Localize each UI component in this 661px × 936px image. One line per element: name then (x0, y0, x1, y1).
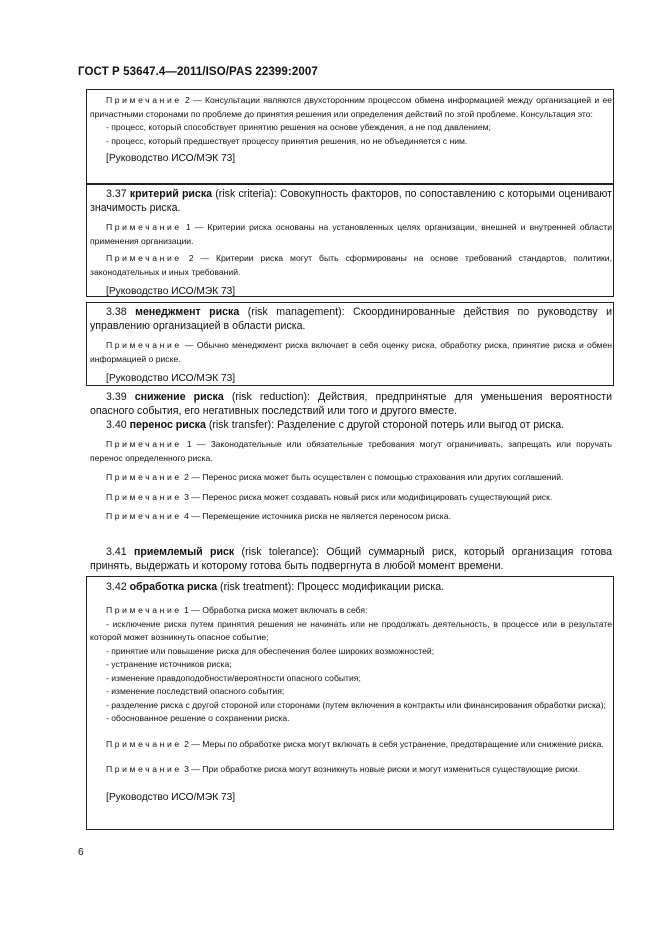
term-definition: 3.39 снижение риска (risk reduction): Действия, предпринятые для уменьшения вероятности опасного события, его негативных последствий или того и другого вместе. (90, 391, 612, 417)
note-paragraph: Примечание 1 — Критерии риска основаны на установленных целях организации, внешней и внутренней области применения организации. (90, 222, 612, 246)
note-paragraph: Примечание 1 — Обработка риска может включать в себя: (106, 605, 368, 615)
note-paragraph: Примечание 3 — Перенос риска может создавать новый риск или модифицировать существующий риск. (106, 491, 553, 502)
list-item: - принятие или повышение риска для обеспечения более широких возможностей; (106, 645, 435, 656)
reference: [Руководство ИСО/МЭК 73] (106, 373, 236, 384)
term-name: приемлемый риск (133, 546, 235, 558)
reference: [Руководство ИСО/МЭК 73] (106, 791, 236, 803)
note-paragraph: Примечание 2 — Перенос риска может быть осуществлен с помощью страхования или других соглашений. (106, 472, 564, 482)
term-definition: 3.38 менеджмент риска (risk management): Скоординированные действия по руководству и управлению организацией в области риска. (90, 306, 612, 332)
term-definition: 3.40 перенос риска (risk transfer): Разделение с другой стороной потерь или выгод от риска. (106, 419, 565, 431)
list-item: - изменение последствий опасного события; (106, 686, 285, 696)
note-paragraph: Примечание 2 — Меры по обработке риска могут включать в себя устранение, предотвращение или снижение риска. (106, 738, 604, 749)
term-definition: 3.37 критерий риска (risk criteria): Совокупность факторов, по сопоставлению с которыми оценивают значимость риска. (90, 188, 612, 214)
term-name: снижение риска (134, 391, 224, 403)
list-item: - изменение правдоподобности/вероятности опасного события; (106, 672, 361, 683)
list-item: - обоснованное решение о сохранении риска. (106, 713, 290, 723)
term-3-38-content (90, 305, 612, 386)
note-paragraph: Примечание 2 — Консультации являются двухсторонним процессом обмена информацией между организацией и ее причастными сторонами по проблеме до принятия решения или определения действий по этой проблеме. Консультация это: (90, 95, 612, 119)
list-item: - процесс, который способствует принятию решения на основе убеждения, а не под давлением; (106, 122, 491, 132)
reference: [Руководство ИСО/МЭК 73] (106, 153, 236, 164)
reference: [Руководство ИСО/МЭК 73] (106, 286, 236, 297)
term-3-42-content (90, 580, 612, 805)
document-header: ГОСТ Р 53647.4—2011/ISO/PAS 22399:2007 (78, 66, 318, 78)
note-paragraph: Примечание — Обычно менеджмент риска включает в себя оценку риска, обработку риска, принятие риска и обмен информацией о риске. (90, 340, 612, 364)
term-3-36-content (90, 94, 612, 166)
term-3-39-content (90, 390, 612, 418)
term-3-41-content (90, 545, 612, 573)
list-item: - разделение риска с другой стороной или сторонами (путем включения в контракты или финансирования обработки риска); (106, 699, 606, 710)
term-name: менеджмент риска (135, 306, 240, 318)
page-number: 6 (78, 847, 84, 858)
list-item: - устранение источников риска; (106, 659, 232, 669)
list-item: - процесс, который предшествует процессу принятия решения, но не объединяется с ним. (106, 135, 468, 146)
term-name: критерий риска (129, 188, 213, 200)
term-definition: 3.42 обработка риска (risk treatment): Процесс модификации риска. (106, 581, 445, 593)
term-name: обработка риска (129, 581, 218, 593)
term-3-37-content (90, 187, 612, 299)
note-paragraph: Примечание 4 — Перемещение источника риска не является переносом риска. (106, 511, 451, 521)
note-paragraph: Примечание 2 — Критерии риска могут быть сформированы на основе требований стандартов, политики, законодательных и иных требований. (90, 253, 612, 277)
note-paragraph: Примечание 1 — Законодательные или обязательные требования могут ограничивать, запрещать или поручать перенос определенного риска. (90, 439, 612, 463)
note-paragraph: Примечание 3 — При обработке риска могут возникнуть новые риски и могут измениться существующие риски. (106, 764, 581, 774)
list-item: - исключение риска путем принятия решения не начинать или не продолжать деятельность, в процессе или в результате которой может возникнуть опасное событие; (90, 618, 612, 642)
term-definition: 3.41 приемлемый риск (risk tolerance): Общий суммарный риск, который организация готова принять, выдержать и которому готова быть подвергнута в любой момент времени. (90, 546, 613, 572)
term-3-40-content (90, 418, 612, 524)
term-name: перенос риска (129, 419, 206, 431)
